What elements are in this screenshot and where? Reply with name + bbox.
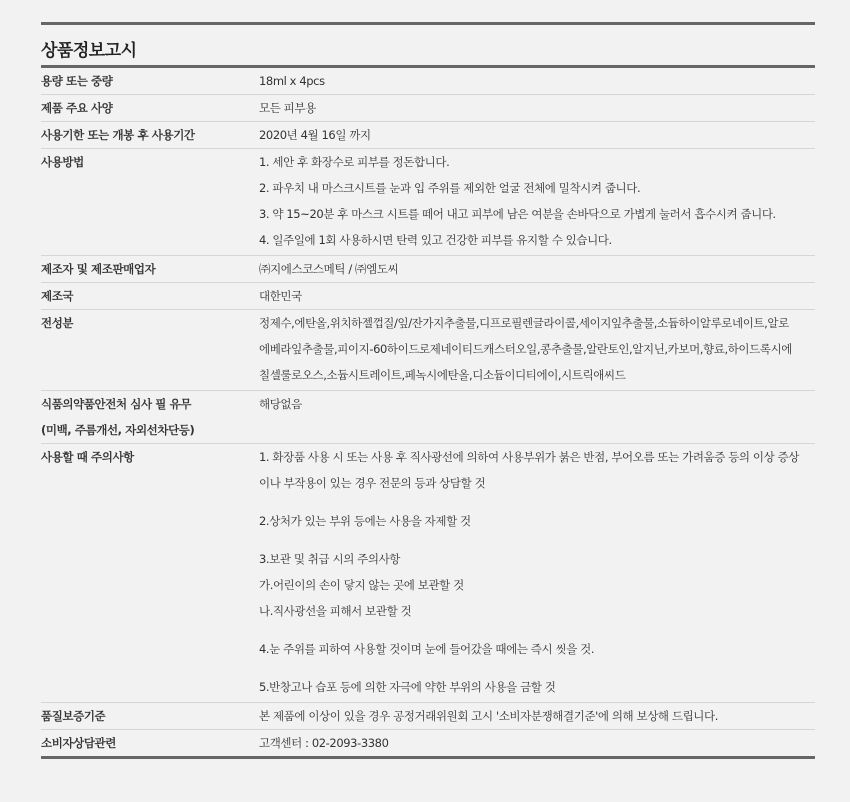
info-row [41,68,815,95]
info-key-line: 제조자 및 제조판매업자 [41,262,156,276]
info-value-line: 칠셀룰로오스,소듐시트레이트,페녹시에탄올,디소듐이디티에이,시트릭애씨드 [259,368,626,382]
info-value-line: 해당없음 [259,397,302,411]
info-value [259,256,815,283]
info-value-line: 나.직사광선을 피해서 보관할 것 [259,604,412,618]
info-row [41,444,815,703]
info-key-line: 용량 또는 중량 [41,74,113,88]
paragraph-gap [259,534,815,546]
info-row [41,730,815,757]
info-key [41,149,259,256]
info-key-line: (미백, 주름개선, 자외선차단등) [41,423,195,437]
info-value-line: 에베라잎추출물,피이지-60하이드로제네이티드캐스터오일,콩추출물,알란토인,알지닌,카보머,향료,하이드록시에 [259,342,792,356]
info-value-line: 3. 약 15~20분 후 마스크 시트를 떼어 내고 피부에 남은 여분을 손바닥으로 가볍게 눌러서 흡수시켜 줍니다. [259,207,776,221]
info-row [41,95,815,122]
info-row [41,391,815,444]
info-value [259,122,815,149]
info-value [259,444,815,703]
info-value-line: 본 제품에 이상이 있을 경우 공정거래위원회 고시 '소비자분쟁해결기준'에 의해 보상해 드립니다. [259,709,718,723]
info-value-line: 18ml x 4pcs [259,74,325,88]
info-value-line: 3.보관 및 취급 시의 주의사항 [259,552,400,566]
info-key-line: 사용할 때 주의사항 [41,450,134,464]
info-value-line: 대한민국 [259,289,302,303]
info-key-line: 전성분 [41,316,74,330]
product-info-notice [41,22,815,759]
info-value-line: 고객센터 : 02-2093-3380 [259,736,389,750]
info-row [41,122,815,149]
info-key-line: 제품 주요 사양 [41,101,113,115]
info-value-line: 4.눈 주위를 피하여 사용할 것이며 눈에 들어갔을 때에는 즉시 씻을 것. [259,642,595,656]
info-key [41,444,259,703]
info-value [259,310,815,391]
info-key [41,256,259,283]
info-value [259,391,815,444]
paragraph-gap [259,662,815,674]
info-value-line: 5.반창고나 습포 등에 의한 자극에 약한 부위의 사용을 금할 것 [259,680,556,694]
info-table [41,68,815,756]
info-row [41,310,815,391]
info-value-line: 2020년 4월 16일 까지 [259,128,371,142]
info-key-line: 식품의약품안전처 심사 필 유무 [41,397,192,411]
info-key [41,68,259,95]
info-value [259,95,815,122]
info-value-line: 가.어린이의 손이 닿지 않는 곳에 보관할 것 [259,578,464,592]
info-value-line: ㈜지에스코스메틱 / ㈜엠도씨 [259,262,399,276]
title-bar [41,22,815,68]
paragraph-gap [259,496,815,508]
info-value [259,283,815,310]
info-key [41,283,259,310]
info-value-line: 4. 일주일에 1회 사용하시면 탄력 있고 건강한 피부를 유지할 수 있습니다. [259,233,612,247]
info-key-line: 소비자상담관련 [41,736,116,750]
info-key-line: 사용방법 [41,155,84,169]
info-key-line: 사용기한 또는 개봉 후 사용기간 [41,128,195,142]
info-key-line: 품질보증기준 [41,709,106,723]
info-value-line: 2.상처가 있는 부위 등에는 사용을 자제할 것 [259,514,471,528]
info-row [41,703,815,730]
info-value [259,730,815,757]
info-row [41,149,815,256]
info-value-line: 1. 화장품 사용 시 또는 사용 후 직사광선에 의하여 사용부위가 붉은 반점, 부어오름 또는 가려움증 등의 이상 증상 [259,450,799,464]
info-value [259,703,815,730]
info-key [41,310,259,391]
info-key [41,730,259,757]
info-row [41,256,815,283]
paragraph-gap [259,624,815,636]
info-row [41,283,815,310]
info-value-line: 2. 파우치 내 마스크시트를 눈과 입 주위를 제외한 얼굴 전체에 밀착시켜 줍니다. [259,181,641,195]
info-key [41,703,259,730]
bottom-rule [41,756,815,759]
info-value-line: 1. 세안 후 화장수로 피부를 정돈합니다. [259,155,450,169]
info-key-line: 제조국 [41,289,74,303]
info-value-line: 이나 부작용이 있는 경우 전문의 등과 상담할 것 [259,476,486,490]
info-key [41,391,259,444]
info-value-line: 모든 피부용 [259,101,316,115]
info-key [41,95,259,122]
info-value [259,68,815,95]
info-value-line: 정제수,에탄올,위치하젤껍질/잎/잔가지추출물,디프로필렌글라이콜,세이지잎추출물,소듐하이알루로네이트,알로 [259,316,789,330]
info-key [41,122,259,149]
info-value [259,149,815,256]
page-title: 상품정보고시 [41,41,137,61]
